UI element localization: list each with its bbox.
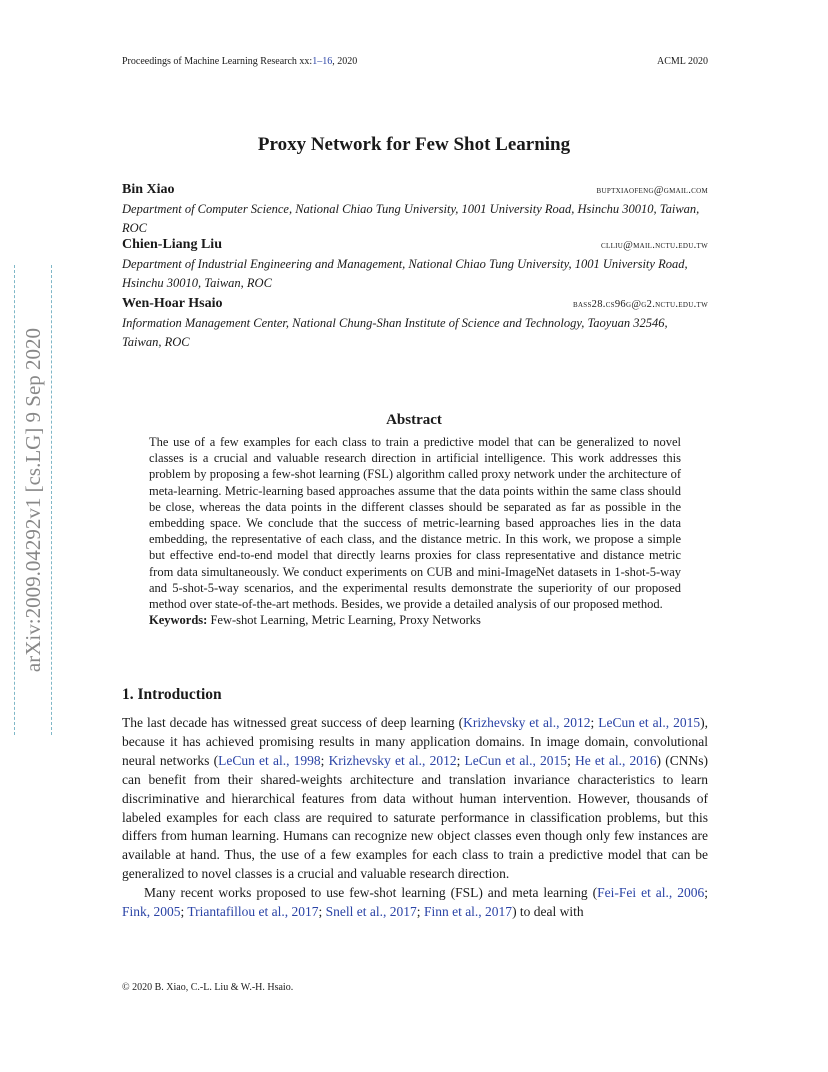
arxiv-stamp: arXiv:2009.04292v1 [cs.LG] 9 Sep 2020 (14, 265, 52, 735)
citation-link[interactable]: Krizhevsky et al., 2012 (463, 715, 591, 730)
author-name: Bin Xiao (122, 182, 175, 197)
section-heading-introduction: 1. Introduction (122, 686, 222, 703)
proceedings-line: Proceedings of Machine Learning Research xx:1–16, 2020 (122, 56, 358, 67)
author-block-3 (122, 296, 708, 352)
citation-link[interactable]: Fei-Fei et al., 2006 (597, 885, 705, 901)
conference-name: ACML 2020 (656, 56, 708, 67)
author-affiliation: Department of Computer Science, National Chiao Tung University, 1001 University Road, Hsinchu 30010, Taiwan, ROC (122, 202, 700, 235)
paragraph-1: The last decade has witnessed great success of deep learning (Krizhevsky et al., 2012; LeCun et al., 2015), because it has achieved promising results in many application domains. In image domain, convolutional neural networks (LeCun et al., 1998; Krizhevsky et al., 2012; LeCun et al., 2015; He et al., 2016) (CNNs) can benefit from their shared-weights architecture and translation invariance characteristics to learn discriminative and hierarchical features from data without human intervention. However, thousands of labeled examples for each class are required to saturate performance in classification problems, but this differs from human learning. Humans can recognize new object classes even though only few instances are available at hand. Thus, the use of a few examples for each class to train a predictive model that can be generalized to novel classes is a crucial and valuable research direction. (122, 715, 708, 882)
citation-link[interactable]: Fink, 2005 (122, 904, 181, 920)
author-name: Chien-Liang Liu (122, 237, 222, 252)
abstract-heading: Abstract (386, 412, 442, 428)
citation-link[interactable]: Triantafillou et al., 2017 (187, 904, 319, 920)
author-affiliation: Information Management Center, National Chung-Shan Institute of Science and Technology, Taoyuan 32546, Taiwan, ROC (122, 316, 668, 349)
author-email: buptxiaofeng@gmail.com (596, 185, 708, 196)
author-name: Wen-Hoar Hsaio (122, 296, 223, 311)
citation-link[interactable]: LeCun et al., 1998 (218, 752, 321, 768)
author-block-1 (122, 182, 708, 238)
author-email: clliu@mail.nctu.edu.tw (601, 240, 708, 251)
author-email: bass28.cs96g@g2.nctu.edu.tw (572, 299, 708, 310)
copyright-footer: © 2020 B. Xiao, C.-L. Liu & W.-H. Hsaio. (122, 982, 294, 993)
citation-link[interactable]: Finn et al., 2017 (423, 904, 513, 920)
abstract-text: The use of a few examples for each class to train a predictive model that can be generalized to novel classes is a crucial and valuable research direction in artificial intelligence. This work addresses this problem by proposing a few-shot learning (FSL) algorithm called proxy network under the architecture of meta-learning. Metric-learning based approaches assume that the data points within the same class should be close, whereas the data points in the different classes should be separated as far as possible in the embedding space. We conclude that the success of metric-learning based approaches lies in the data embedding, the representative of each class, and the distance metric. In this work, we propose a simple but effective end-to-end model that directly learns proxies for class representative and distance metric from data simultaneously. We conduct experiments on CUB and mini-ImageNet datasets in 1-shot-5-way and 5-shot-5-way scenarios, and the experimental results demonstrate the superiority of our proposed method over state-of-the-art methods. Besides, we provide a detailed analysis of our proposed method. (149, 435, 681, 612)
keywords-line (149, 612, 681, 628)
paper-title: Proxy Network for Few Shot Learning (257, 134, 571, 155)
author-affiliation: Department of Industrial Engineering and Management, National Chiao Tung University, 1001 University Road, Hsinchu 30010, Taiwan, ROC (122, 257, 688, 290)
author-block-2 (122, 237, 708, 293)
paragraph-2: Many recent works proposed to use few-shot learning (FSL) and meta learning (Fei-Fei et al., 2006; Fink, 2005; Triantafillou et al., 2017; Snell et al., 2017; Finn et al., 2017) to deal with (122, 885, 708, 920)
citation-link[interactable]: LeCun et al., 2015 (464, 752, 568, 768)
abstract-body (149, 434, 681, 628)
page-range-link[interactable]: 1–16 (312, 56, 333, 67)
running-header (122, 56, 708, 67)
citation-link[interactable]: He et al., 2016 (575, 752, 657, 768)
citation-link[interactable]: LeCun et al., 2015 (598, 715, 701, 730)
citation-link[interactable]: Krizhevsky et al., 2012 (328, 752, 457, 768)
keywords-label: Keywords: (149, 613, 208, 628)
keywords-list: Few-shot Learning, Metric Learning, Proxy Networks (210, 613, 481, 628)
citation-link[interactable]: Snell et al., 2017 (325, 904, 417, 920)
introduction-body (122, 714, 708, 922)
